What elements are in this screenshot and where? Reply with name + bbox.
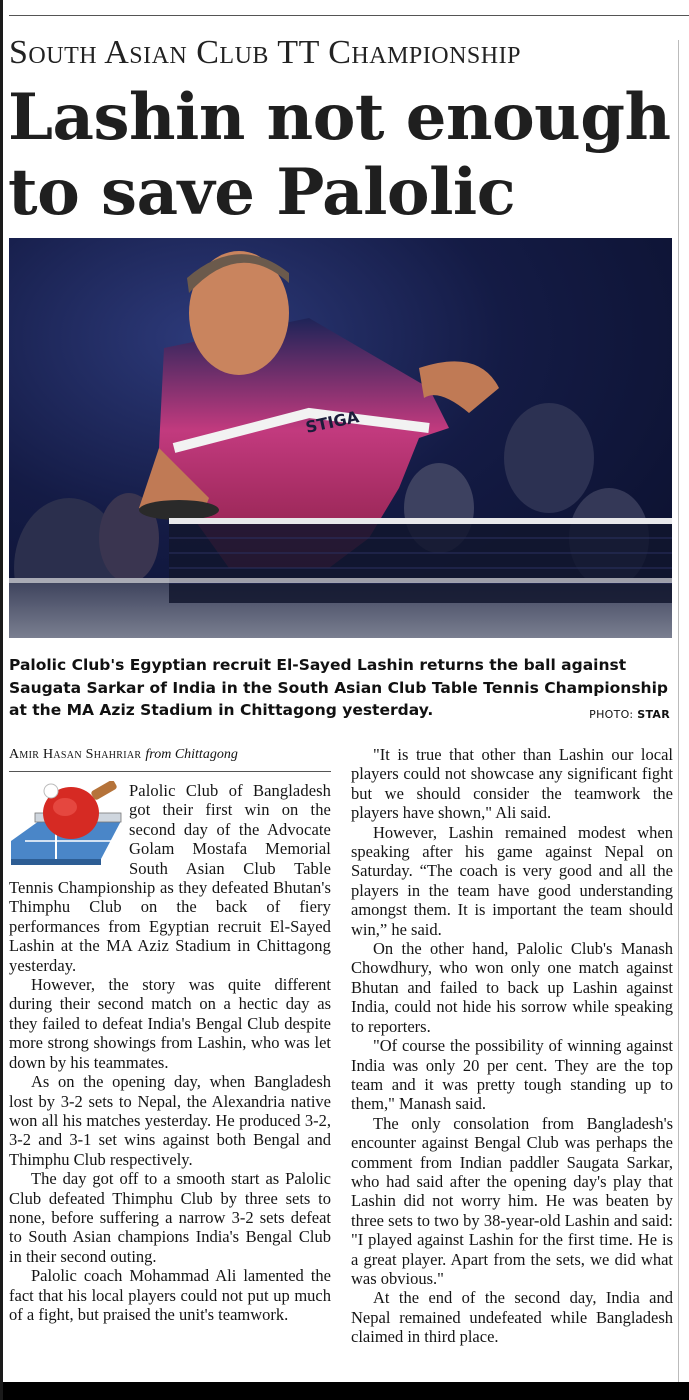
section-kicker: South Asian Club TT Championship xyxy=(9,34,521,71)
table-tennis-icon xyxy=(9,781,123,871)
photo-credit-label: PHOTO: xyxy=(589,708,634,721)
article-paragraph: At the end of the second day, India and Nepal remained undefeated while Bangladesh claimed in third place. xyxy=(351,1288,673,1347)
article-paragraph: As on the opening day, when Bangladesh lost by 3-2 sets to Nepal, the Alexandria native won all his matches yesterday. He produced 3-2, 3-2 and 3-1 set wins against both Bengal and Thimphu Club respectively. xyxy=(9,1072,331,1169)
headline: Lashin not enough to save Palolic xyxy=(8,80,671,230)
byline-rule xyxy=(9,771,331,772)
article-paragraph: "It is true that other than Lashin our local players could not showcase any significant fight but we should consider the teamwork the players have shown," Ali said. xyxy=(351,745,673,823)
photo-credit-source: STAR xyxy=(637,708,670,721)
article-paragraph: Palolic coach Mohammad Ali lamented the fact that his local players could not put up much of a fight, but praised the unit's teamwork. xyxy=(9,1266,331,1324)
column-rule xyxy=(678,40,679,1390)
byline xyxy=(9,747,331,763)
photo-caption: Palolic Club's Egyptian recruit El-Sayed Lashin returns the ball against Saugata Sarkar of India in the South Asian Club Table Tennis Championship at the MA Aziz Stadium in Chittagong yesterday. xyxy=(9,656,668,719)
article-column-right xyxy=(351,745,673,1347)
page-bottom-edge xyxy=(3,1382,689,1400)
article-paragraph: "Of course the possibility of winning against India was only 20 per cent. They are the top team and it was pretty tough standing up to them," Manash said. xyxy=(351,1036,673,1114)
article-paragraph: On the other hand, Palolic Club's Manash Chowdhury, who won only one match against Bhutan and failed to back up Lashin against India, could not hide his sorrow while speaking to reporters. xyxy=(351,939,673,1036)
article-paragraph: However, the story was quite different during their second match on a hectic day as they failed to defeat India's Bengal Club despite more strong showings from Lashin, who was let down by his teammates. xyxy=(9,975,331,1072)
shirt-logo: STIGA xyxy=(303,407,361,437)
article-paragraph: However, Lashin remained modest when speaking after his game against Nepal on Saturday. “The coach is very good and all the players in the team have good understanding amongst them. It is important the team should win,” he said. xyxy=(351,822,673,939)
article-paragraph: Palolic Club of Bangladesh got their first win on the second day of the Advocate Golam Mostafa Memorial South Asian Club Table Tennis Championship as they defeated Bhutan's Thimphu Club on the back of fiery performances from Egyptian recruit El-Sayed Lashin at the MA Aziz Stadium in Chittagong yesterday. xyxy=(9,781,331,975)
author-name: Amir Hasan Shahriar xyxy=(9,747,142,762)
top-rule xyxy=(9,15,689,16)
byline-location: from Chittagong xyxy=(145,747,238,762)
news-photo xyxy=(9,238,672,638)
article-paragraph: The only consolation from Bangladesh's encounter against Bengal Club was perhaps the comment from Indian paddler Saugata Sarkar, who had said after the opening day's play that Lashin did not worry him. He was beaten by three sets to two by 38-year-old Lashin and said: "I played against Lashin for the first time. He is a great player. Apart from the sets, we did what was obvious." xyxy=(351,1113,673,1288)
photo-credit xyxy=(589,708,670,721)
article-paragraph: The day got off to a smooth start as Palolic Club defeated Thimphu Club by three sets to none, before suffering a narrow 3-2 sets defeat to South Asian champions India's Bengal Club in their second outing. xyxy=(9,1169,331,1266)
article-column-left xyxy=(9,781,331,1324)
table-tennis-player-photo xyxy=(9,238,672,638)
